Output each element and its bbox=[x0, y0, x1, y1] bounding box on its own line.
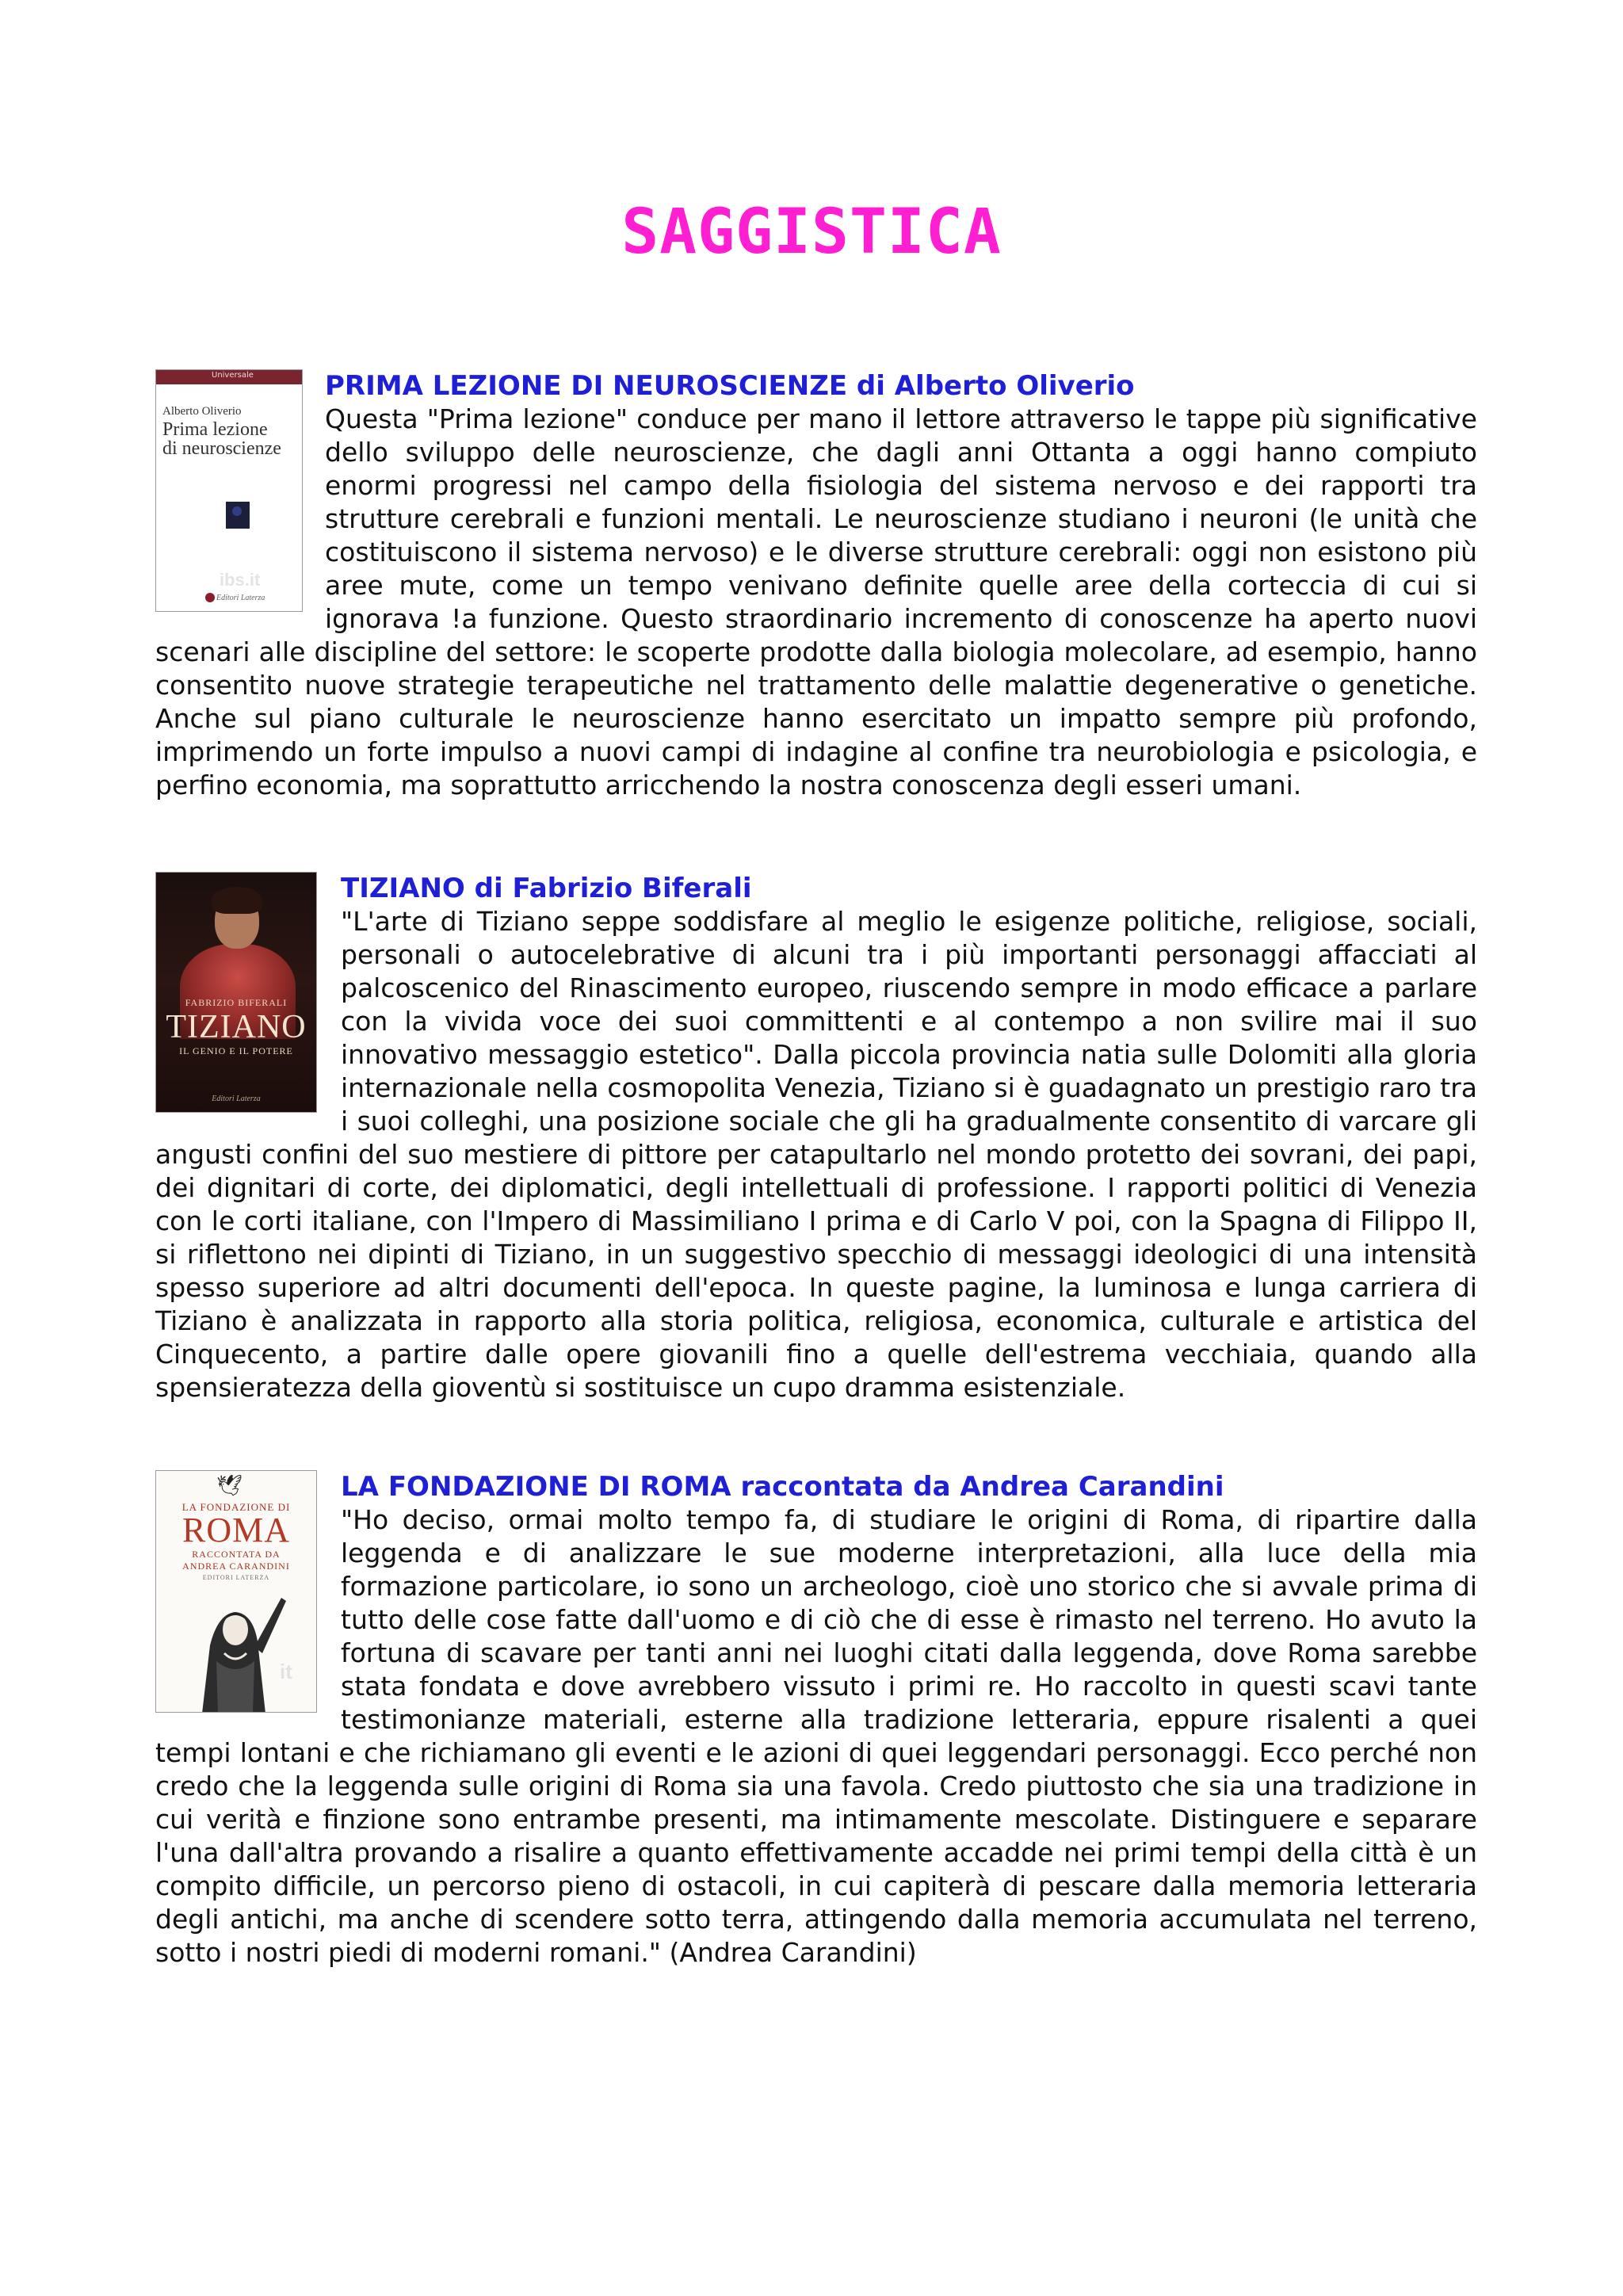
cover-title-line-1: Prima lezione bbox=[162, 419, 268, 440]
cover-statue-figure bbox=[186, 1598, 289, 1713]
cover-author: FABRIZIO BIFERALI bbox=[185, 997, 288, 1008]
cover-portrait-hair bbox=[212, 887, 262, 914]
cover-watermark: ibs.it bbox=[220, 570, 261, 590]
cover-title: TIZIANO bbox=[166, 1009, 307, 1045]
cover-series-label: Universale bbox=[212, 371, 254, 380]
entry-text: "Ho deciso, ormai molto tempo fa, di studiare le origini di Roma, di ripartire dalla leggenda e di analizzare le sue moderne interpretazioni, alla luce della mia formazione particolare, io sono un archeologo, cioè uno storico che si avvale prima di tutto delle cose fatte dall'uomo e di ciò che di esse è rimasto nel terreno. Ho avuto la fortuna di scavare per tanti anni nei luoghi citati dalla leggenda, dove Roma sarebbe stata fondata e dove avrebbero vissuto i primi re. Ho raccolto in questi scavi tante testimonianze materiali, esterne alla tradizione letteraria, eppure risalenti a quei tempi lontani e che richiamano gli eventi e le azioni di quei leggendari personaggi. Ecco perché non credo che la leggenda sulle origini di Roma sia una favola. Credo piuttosto che sia una tradizione in cui verità e finzione sono entrambe presenti, ma intimamente mescolate. Distinguere e separare l'una dall'altra provando a risalire a quanto effettivamente accadde nei primi tempi della città è un compito difficile, un percorso pieno di ostacoli, in cui capiterà di pescare dalla memoria letteraria degli antichi, ma anche di scendere sotto terra, attingendo dalla memoria accumulata nel terreno, sotto i nostri piedi di moderni romani." (Andrea Carandini) bbox=[155, 1504, 1477, 1968]
cover-subtitle: IL GENIO E IL POTERE bbox=[179, 1045, 293, 1056]
entry-text: Questa "Prima lezione" conduce per mano il lettore attraverso le tappe più significative dello sviluppo delle neuroscienze, che dagli anni Ottanta a oggi hanno compiuto enormi progressi nel campo della fisiologia del sistema nervoso e dei rapporti tra strutture cerebrali e funzioni mentali. Le neuroscienze studiano i neuroni (le unità che costituiscono il sistema nervoso) e le diverse strutture cerebrali: oggi non esistono più aree mute, come un tempo venivano definite quelle aree della corteccia di cui si ignorava !a funzione. Questo straordinario incremento di conoscenze ha aperto nuovi scenari alle discipline del settore: le scoperte prodotte dalla biologia molecolare, ad esempio, hanno consentito nuove strategie terapeutiche nel trattamento delle malattie degenerative o genetiche. Anche sul piano culturale le neuroscienze hanno esercitato un impatto sempre più profondo, imprimendo un forte impulso a nuovi campi di indagine al confine tra neurobiologia e psicologia, e perfino economia, ma soprattutto arricchendo la nostra conoscenza degli esseri umani. bbox=[155, 403, 1477, 800]
cover-line-1: LA FONDAZIONE DI bbox=[181, 1501, 291, 1513]
cover-watermark: it bbox=[280, 1660, 292, 1683]
book-cover-neuroscienze[interactable] bbox=[155, 369, 303, 612]
book-entry-tiziano bbox=[155, 872, 1477, 1404]
entry-heading: PRIMA LEZIONE DI NEUROSCIENZE di Alberto Oliverio bbox=[325, 370, 1135, 402]
cover-illustration bbox=[226, 502, 250, 529]
entry-heading: TIZIANO di Fabrizio Biferali bbox=[341, 873, 752, 904]
cover-line-3: RACCONTATA DA bbox=[192, 1549, 281, 1560]
cover-title-line-2: di neuroscienze bbox=[162, 438, 281, 459]
book-entry-neuroscienze bbox=[155, 369, 1477, 802]
cover-publisher: Editori Laterza bbox=[216, 594, 265, 602]
entry-text: "L'arte di Tiziano seppe soddisfare al meglio le esigenze politiche, religiose, sociali, personali o autocelebrative di alcuni tra i più importanti personaggi affacciati al palcoscenico del Rinascimento europeo, riuscendo sempre in modo efficace a parlare con la vivida voce dei suoi committenti e al contempo a non svilire mai il suo innovativo messaggio estetico". Dalla piccola provincia natia sulle Dolomiti alla gloria internazionale nella cosmopolita Venezia, Tiziano si è guadagnato un prestigio raro tra i suoi colleghi, una posizione sociale che gli ha gradualmente consentito di varcare gli angusti confini del suo mestiere di pittore per catapultarlo nel mondo protetto dei sovrani, dei papi, dei dignitari di corte, dei diplomatici, degli intellettuali di professione. I rapporti politici di Venezia con le corti italiane, con l'Impero di Massimiliano I prima e di Carlo V poi, con la Spagna di Filippo II, si riflettono nei dipinti di Tiziano, in un suggestivo specchio di messaggi ideologici di una intensità spesso superiore ad altri documenti dell'epoca. In queste pagine, la luminosa e lunga carriera di Tiziano è analizzata in rapporto alla storia politica, religiosa, economica, culturale e artistica del Cinquecento, a partire dalle opere giovanili fino a quelle dell'estrema vecchiaia, quando alla spensieratezza della gioventù si sostituisce un cupo dramma esistenziale. bbox=[155, 906, 1477, 1403]
entry-heading: LA FONDAZIONE DI ROMA raccontata da Andrea Carandini bbox=[341, 1471, 1224, 1503]
page-title: SAGGISTICA bbox=[621, 197, 1002, 268]
book-cover-roma[interactable] bbox=[155, 1470, 317, 1713]
publisher-logo-icon bbox=[205, 593, 215, 602]
cover-publisher: Editori Laterza bbox=[212, 1095, 261, 1103]
cover-title: ROMA bbox=[181, 1511, 291, 1549]
book-cover-tiziano[interactable] bbox=[155, 872, 317, 1113]
cover-line-4: ANDREA CARANDINI bbox=[182, 1561, 290, 1572]
eagle-icon: 🕊 bbox=[216, 1474, 243, 1498]
cover-publisher: EDITORI LATERZA bbox=[202, 1574, 270, 1581]
book-entry-roma bbox=[155, 1470, 1477, 1969]
cover-author: Alberto Oliverio bbox=[162, 405, 242, 418]
